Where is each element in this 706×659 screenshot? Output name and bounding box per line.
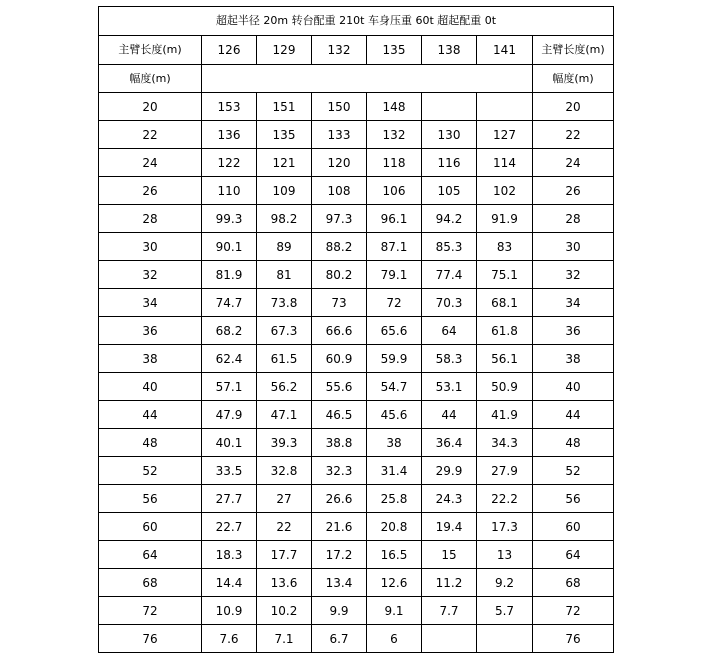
table-row [99,289,614,317]
load-cell: 9.9 [312,597,367,625]
radius-cell-left: 30 [99,233,202,261]
radius-cell-right: 52 [533,457,614,485]
load-cell: 114 [477,149,533,177]
radius-cell-left: 24 [99,149,202,177]
radius-label-row [99,65,614,93]
boom-length-cell: 138 [422,36,477,65]
load-cell: 116 [422,149,477,177]
load-cell: 120 [312,149,367,177]
table-row [99,457,614,485]
load-cell: 150 [312,93,367,121]
radius-cell-right: 36 [533,317,614,345]
load-cell: 130 [422,121,477,149]
load-cell: 10.2 [257,597,312,625]
load-cell: 106 [367,177,422,205]
radius-cell-right: 26 [533,177,614,205]
radius-cell-left: 36 [99,317,202,345]
radius-cell-right: 28 [533,205,614,233]
load-cell: 109 [257,177,312,205]
radius-cell-left: 20 [99,93,202,121]
load-cell: 62.4 [202,345,257,373]
radius-cell-left: 40 [99,373,202,401]
radius-cell-left: 28 [99,205,202,233]
table-row [99,373,614,401]
radius-cell-left: 38 [99,345,202,373]
load-cell: 85.3 [422,233,477,261]
load-cell: 20.8 [367,513,422,541]
load-cell: 97.3 [312,205,367,233]
radius-cell-left: 22 [99,121,202,149]
load-cell: 13.4 [312,569,367,597]
load-cell: 24.3 [422,485,477,513]
load-cell: 68.2 [202,317,257,345]
load-cell: 81 [257,261,312,289]
radius-cell-left: 68 [99,569,202,597]
radius-cell-right: 44 [533,401,614,429]
load-cell: 12.6 [367,569,422,597]
load-cell: 16.5 [367,541,422,569]
load-cell: 68.1 [477,289,533,317]
load-cell: 136 [202,121,257,149]
table-row [99,149,614,177]
load-cell: 61.8 [477,317,533,345]
load-cell: 13 [477,541,533,569]
load-cell: 83 [477,233,533,261]
load-cell: 36.4 [422,429,477,457]
load-cell: 22.2 [477,485,533,513]
load-cell: 25.8 [367,485,422,513]
load-cell: 96.1 [367,205,422,233]
boom-length-cell: 132 [312,36,367,65]
boom-length-row [99,36,614,65]
table-title: 超起半径 20m 转台配重 210t 车身压重 60t 超起配重 0t [99,7,614,36]
table-row [99,569,614,597]
table-row [99,401,614,429]
radius-cell-left: 64 [99,541,202,569]
load-cell: 74.7 [202,289,257,317]
table-row [99,625,614,653]
load-cell: 27 [257,485,312,513]
load-cell: 17.3 [477,513,533,541]
boom-length-label-right: 主臂长度(m) [533,36,614,65]
load-cell: 65.6 [367,317,422,345]
load-cell: 75.1 [477,261,533,289]
radius-cell-right: 38 [533,345,614,373]
load-cell: 47.1 [257,401,312,429]
radius-cell-left: 34 [99,289,202,317]
load-cell: 15 [422,541,477,569]
load-cell: 31.4 [367,457,422,485]
radius-cell-right: 48 [533,429,614,457]
radius-cell-left: 26 [99,177,202,205]
table-row [99,345,614,373]
load-cell: 151 [257,93,312,121]
load-cell: 33.5 [202,457,257,485]
load-cell: 7.7 [422,597,477,625]
load-cell: 54.7 [367,373,422,401]
table-row [99,93,614,121]
load-cell: 14.4 [202,569,257,597]
load-cell: 132 [367,121,422,149]
table-row [99,429,614,457]
load-cell: 6.7 [312,625,367,653]
load-cell [477,93,533,121]
load-cell: 58.3 [422,345,477,373]
load-cell: 40.1 [202,429,257,457]
load-cell: 67.3 [257,317,312,345]
load-cell: 81.9 [202,261,257,289]
load-cell: 45.6 [367,401,422,429]
load-cell: 57.1 [202,373,257,401]
load-cell: 108 [312,177,367,205]
load-cell: 118 [367,149,422,177]
load-cell: 153 [202,93,257,121]
radius-cell-right: 24 [533,149,614,177]
load-cell: 13.6 [257,569,312,597]
load-cell: 46.5 [312,401,367,429]
load-cell: 27.9 [477,457,533,485]
boom-length-cell: 135 [367,36,422,65]
load-cell: 9.1 [367,597,422,625]
load-cell: 22.7 [202,513,257,541]
radius-label-right: 幅度(m) [533,65,614,93]
load-cell: 39.3 [257,429,312,457]
load-cell: 19.4 [422,513,477,541]
radius-cell-right: 76 [533,625,614,653]
load-cell: 7.6 [202,625,257,653]
load-cell: 22 [257,513,312,541]
load-cell: 70.3 [422,289,477,317]
load-cell: 9.2 [477,569,533,597]
load-cell: 133 [312,121,367,149]
load-cell: 79.1 [367,261,422,289]
load-cell: 122 [202,149,257,177]
table-row [99,541,614,569]
load-cell: 61.5 [257,345,312,373]
radius-cell-left: 52 [99,457,202,485]
radius-cell-left: 60 [99,513,202,541]
load-cell: 11.2 [422,569,477,597]
load-cell: 53.1 [422,373,477,401]
radius-cell-right: 56 [533,485,614,513]
load-cell [422,625,477,653]
radius-cell-left: 56 [99,485,202,513]
load-cell: 18.3 [202,541,257,569]
load-cell: 17.2 [312,541,367,569]
title-row [99,7,614,36]
load-cell: 105 [422,177,477,205]
table-row [99,261,614,289]
load-cell: 60.9 [312,345,367,373]
load-cell: 91.9 [477,205,533,233]
load-cell: 80.2 [312,261,367,289]
table-row [99,233,614,261]
load-cell: 102 [477,177,533,205]
boom-length-label-left: 主臂长度(m) [99,36,202,65]
load-cell: 56.2 [257,373,312,401]
load-cell: 50.9 [477,373,533,401]
load-cell: 7.1 [257,625,312,653]
load-cell: 44 [422,401,477,429]
radius-cell-right: 68 [533,569,614,597]
table-row [99,597,614,625]
load-chart-table [98,6,614,653]
load-cell [477,625,533,653]
load-cell: 77.4 [422,261,477,289]
table-row [99,513,614,541]
load-cell: 6 [367,625,422,653]
load-cell: 56.1 [477,345,533,373]
load-cell: 26.6 [312,485,367,513]
radius-cell-left: 32 [99,261,202,289]
load-cell: 34.3 [477,429,533,457]
load-cell: 17.7 [257,541,312,569]
load-cell: 66.6 [312,317,367,345]
radius-cell-right: 40 [533,373,614,401]
load-cell: 47.9 [202,401,257,429]
load-cell: 64 [422,317,477,345]
table-row [99,177,614,205]
load-cell: 98.2 [257,205,312,233]
load-cell: 89 [257,233,312,261]
radius-cell-left: 76 [99,625,202,653]
load-cell: 21.6 [312,513,367,541]
radius-cell-right: 22 [533,121,614,149]
load-cell: 10.9 [202,597,257,625]
radius-cell-right: 34 [533,289,614,317]
load-cell: 41.9 [477,401,533,429]
table-row [99,485,614,513]
load-cell: 148 [367,93,422,121]
radius-cell-right: 60 [533,513,614,541]
radius-cell-left: 48 [99,429,202,457]
radius-cell-left: 44 [99,401,202,429]
table-row [99,205,614,233]
radius-cell-right: 20 [533,93,614,121]
load-cell: 29.9 [422,457,477,485]
load-cell: 55.6 [312,373,367,401]
load-cell: 32.3 [312,457,367,485]
boom-length-cell: 129 [257,36,312,65]
radius-cell-right: 72 [533,597,614,625]
load-cell: 73.8 [257,289,312,317]
load-cell: 38 [367,429,422,457]
load-cell: 99.3 [202,205,257,233]
load-cell: 38.8 [312,429,367,457]
load-cell [422,93,477,121]
load-cell: 90.1 [202,233,257,261]
load-cell: 135 [257,121,312,149]
load-cell: 88.2 [312,233,367,261]
load-cell: 127 [477,121,533,149]
radius-cell-right: 32 [533,261,614,289]
load-cell: 121 [257,149,312,177]
load-cell: 73 [312,289,367,317]
table-body [99,7,614,653]
table-row [99,317,614,345]
radius-cell-left: 72 [99,597,202,625]
radius-cell-right: 64 [533,541,614,569]
boom-length-cell: 126 [202,36,257,65]
load-cell: 110 [202,177,257,205]
load-cell: 87.1 [367,233,422,261]
radius-cell-right: 30 [533,233,614,261]
radius-label-spacer [202,65,533,93]
table-row [99,121,614,149]
load-cell: 5.7 [477,597,533,625]
load-cell: 94.2 [422,205,477,233]
boom-length-cell: 141 [477,36,533,65]
load-cell: 59.9 [367,345,422,373]
radius-label-left: 幅度(m) [99,65,202,93]
load-cell: 27.7 [202,485,257,513]
load-cell: 72 [367,289,422,317]
load-cell: 32.8 [257,457,312,485]
